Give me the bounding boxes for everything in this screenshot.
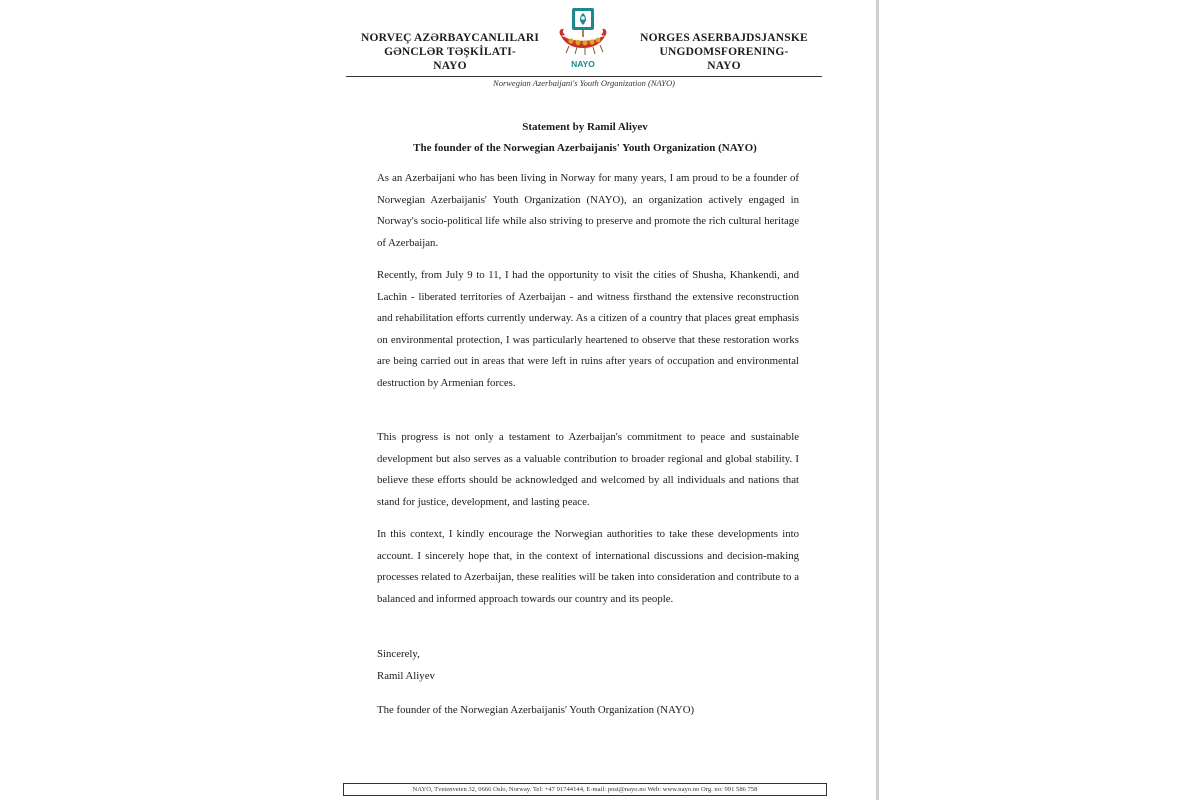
statement-title <box>330 117 840 159</box>
letterhead-left-line: NAYO <box>433 60 467 72</box>
closing-salutation: Sincerely, <box>377 648 420 660</box>
nayo-logo <box>555 6 611 72</box>
body-paragraph-3: This progress is not only a testament to Azerbaijan's commitment to peace and sustainable development but also serves as a valuable contribution to broader regional and global stability. I believe these efforts should be acknowledged and welcomed by all individuals and nations that stand for justice, development, and lasting peace. <box>377 431 799 508</box>
body-paragraph-2: Recently, from July 9 to 11, I had the opportunity to visit the cities of Shusha, Khankendi, and Lachin - liberated territories of Azerbaijan - and witness firsthand the extensive reconstruction and rehabilitation efforts currently underway. As a citizen of a country that places great emphasis on environmental protection, I was particularly heartened to observe that these restoration works are being carried out in areas that were left in ruins after years of occupation and environmental destruction by Armenian forces. <box>377 269 799 389</box>
signatory-name: Ramil Aliyev <box>377 669 435 682</box>
letterhead-right-line: UNGDOMSFORENING- <box>659 46 789 58</box>
right-blank-area <box>879 0 1200 800</box>
statement-title-line2: The founder of the Norwegian Azerbaijanis' Youth Organization (NAYO) <box>413 142 757 154</box>
statement-title-line1: Statement by Ramil Aliyev <box>522 121 648 133</box>
closing-block <box>377 644 799 687</box>
viking-ship-logo-icon <box>555 6 611 60</box>
letterhead-left-line: GƏNCLƏR TƏŞKİLATI- <box>384 46 516 58</box>
logo-wordmark: NAYO <box>571 59 595 69</box>
body-paragraph-1: As an Azerbaijani who has been living in Norway for many years, I am proud to be a founder of Norwegian Azerbaijanis' Youth Organization (NAYO), an organization actively engaged in Norway's socio-political life while also striving to preserve and promote the rich cultural heritage of Azerbaijan. <box>377 172 799 249</box>
letterhead-left-azerbaijani <box>340 31 560 73</box>
letterhead-right-norwegian <box>624 31 824 73</box>
letterhead-subtitle: Norwegian Azerbaijani's Youth Organization (NAYO) <box>493 78 675 88</box>
signatory-role: The founder of the Norwegian Azerbaijanis' Youth Organization (NAYO) <box>377 704 695 716</box>
body-paragraph-4: In this context, I kindly encourage the Norwegian authorities to take these developments into account. I sincerely hope that, in the context of international discussions and decision-making processes related to Azerbaijan, these realities will be taken into consideration and contribute to a balanced and informed approach towards our country and its people. <box>377 528 799 605</box>
contact-footer: NAYO, Tvetenveien 32, 0666 Oslo, Norway. Tel: +47 91744144, E-mail: post@nayo.no Web: www.nayo.no Org. no: 991 586 758 <box>343 783 827 796</box>
letterhead-right-line: NAYO <box>707 60 741 72</box>
letterhead-right-line: NORGES ASERBAJDSJANSKE <box>640 32 808 44</box>
letterhead-left-line: NORVEÇ AZƏRBAYCANLILARI <box>360 32 540 44</box>
letterhead-divider <box>346 76 822 77</box>
